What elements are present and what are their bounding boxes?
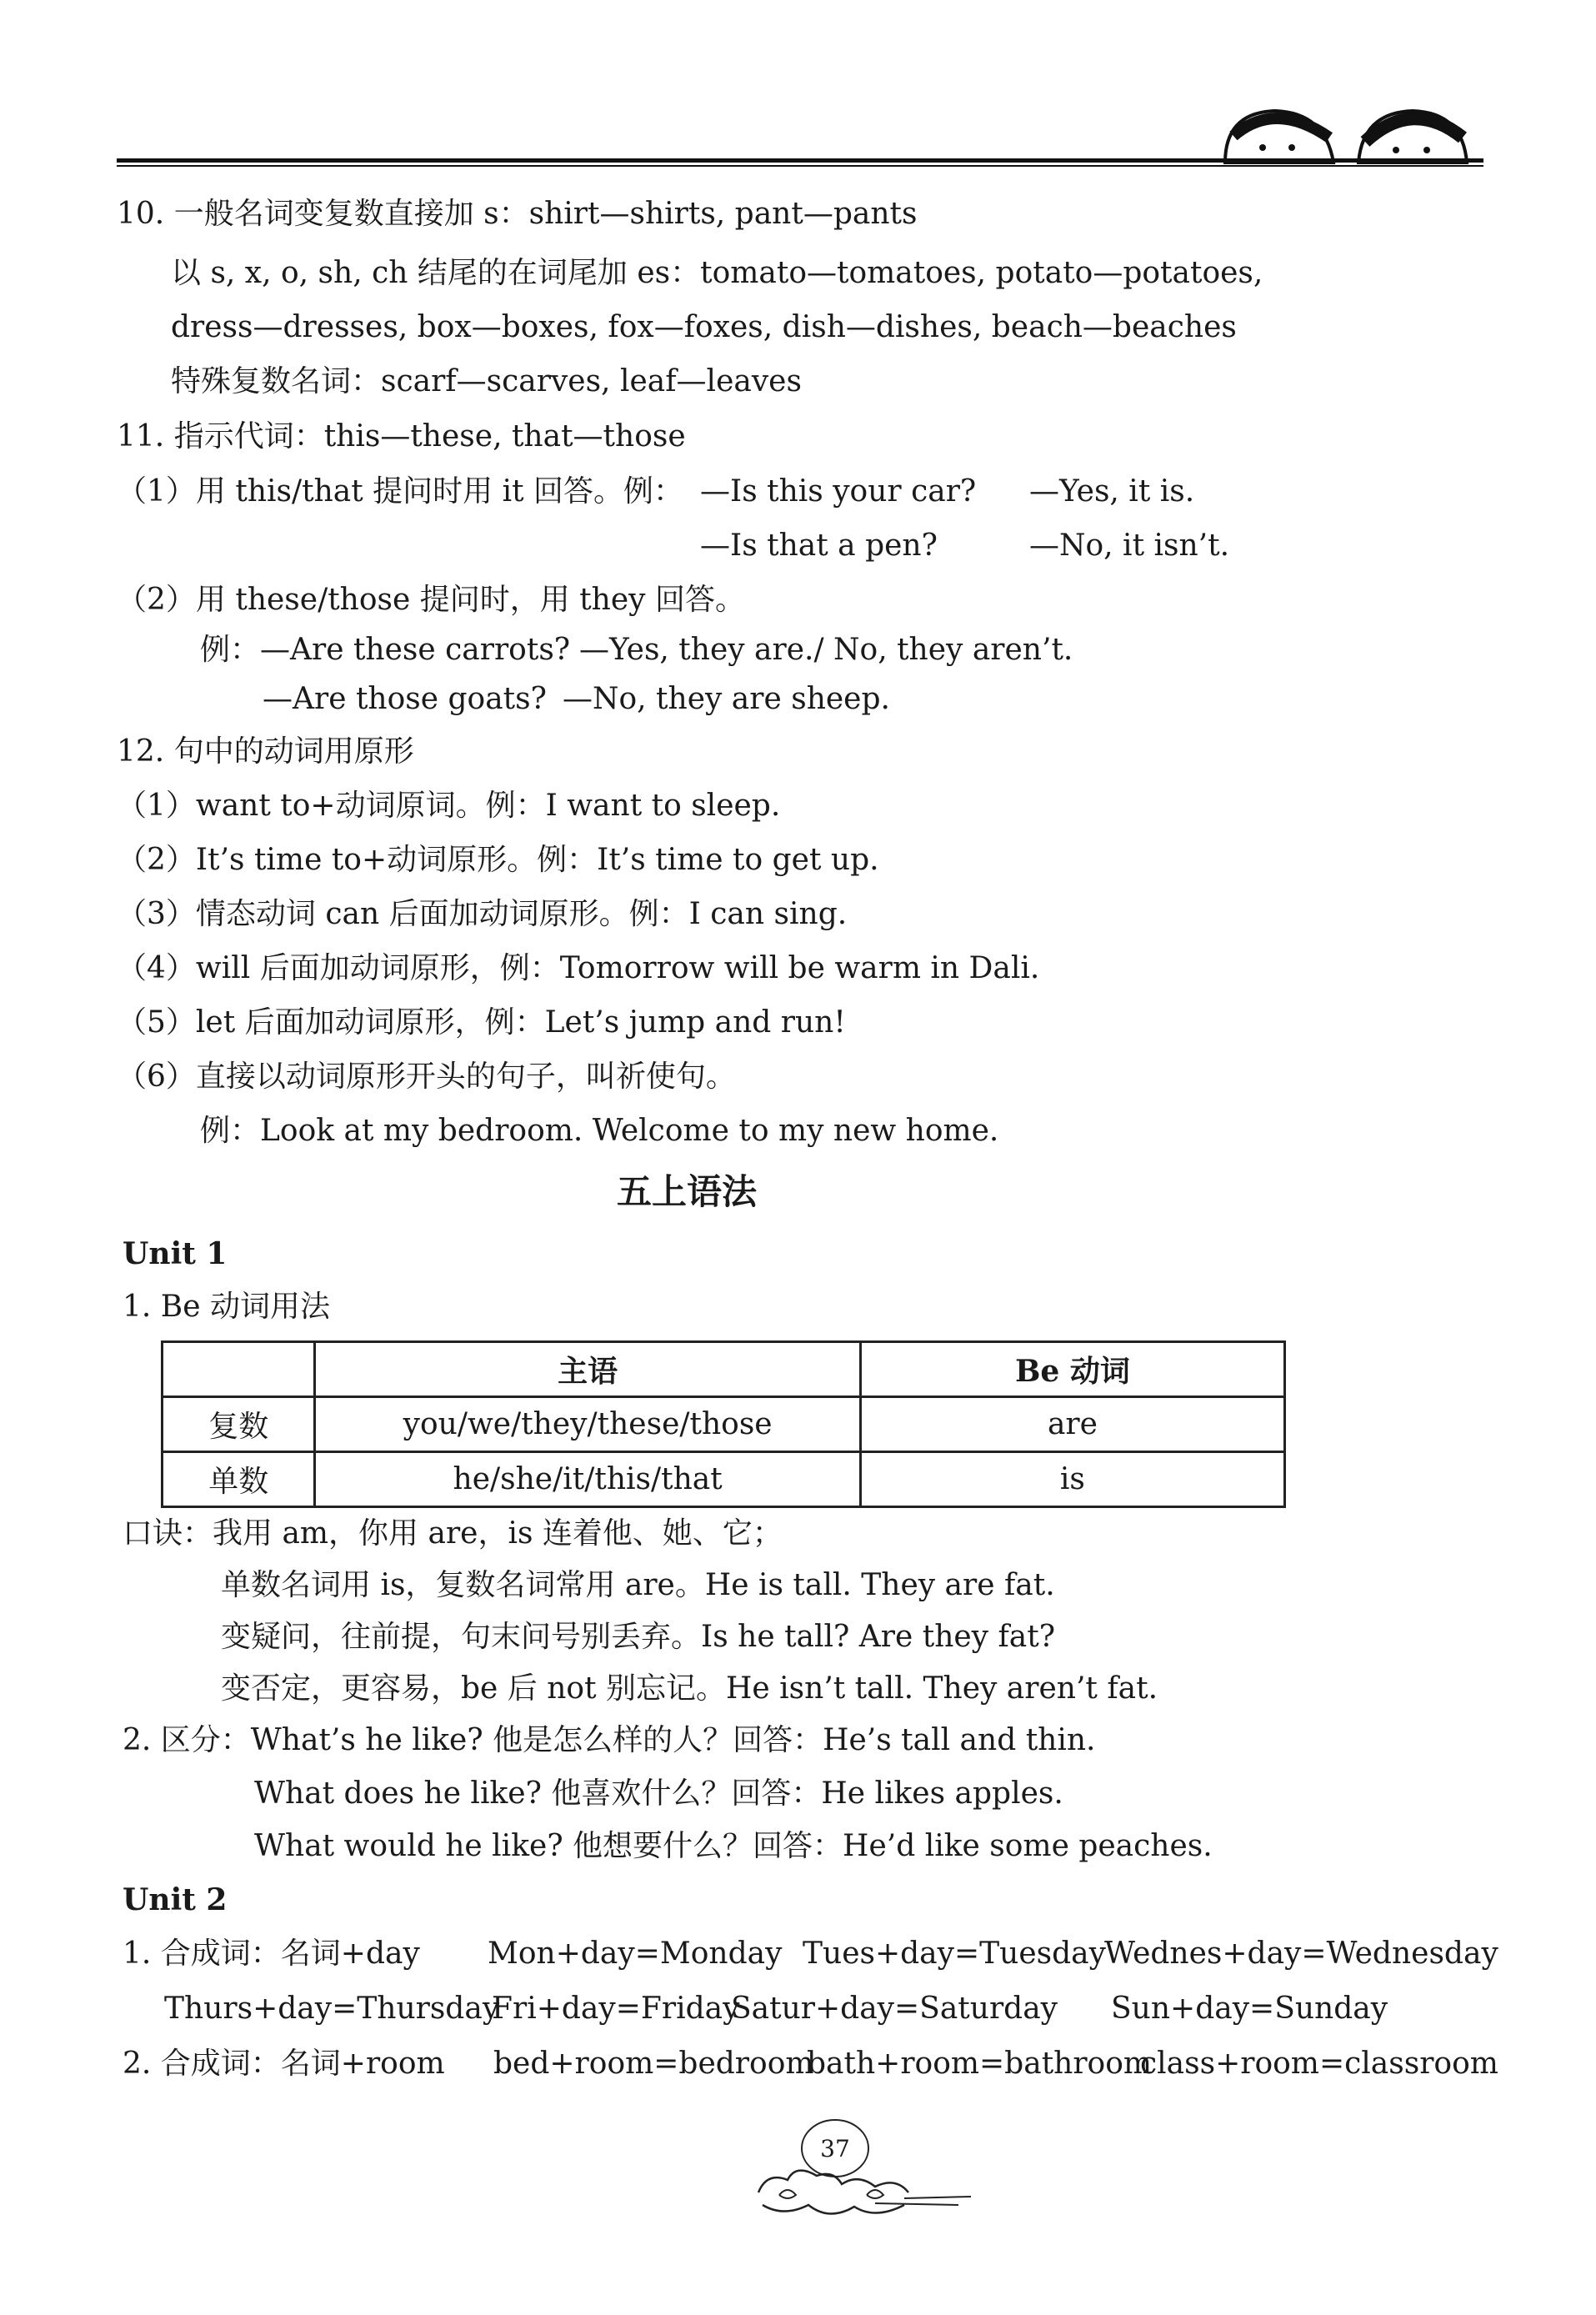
compound-word: Sun+day=Sunday bbox=[1111, 1992, 1388, 2026]
section-title: 五上语法 bbox=[617, 1171, 758, 1212]
item-12-rule-5: （5）let 后面加动词原形，例：Let’s jump and run! bbox=[117, 1005, 846, 1040]
compound-word: class+room=classroom bbox=[1140, 2047, 1498, 2081]
table-header-cell: Be 动词 bbox=[860, 1342, 1284, 1397]
table-row bbox=[163, 1397, 1285, 1452]
item-11-heading: 11. 指示代词：this—these, that—those bbox=[117, 419, 686, 453]
mnemonic-line-4: 变否定，更容易，be 后 not 别忘记。He isn’t tall. They aren’t fat. bbox=[221, 1671, 1158, 1706]
table-cell: he/she/it/this/that bbox=[315, 1452, 860, 1507]
example-answer: —No, they are sheep. bbox=[563, 682, 890, 716]
header-rule bbox=[117, 158, 1483, 163]
compound-word: Wednes+day=Wednesday bbox=[1104, 1937, 1498, 1971]
unit-1-heading: Unit 1 bbox=[123, 1236, 228, 1271]
page-number: 37 bbox=[820, 2135, 850, 2162]
item-10-heading: 10. 一般名词变复数直接加 s：shirt—shirts, pant—pants bbox=[117, 197, 918, 231]
table-cell: are bbox=[860, 1397, 1284, 1452]
compound-word: Satur+day=Saturday bbox=[731, 1992, 1058, 2026]
example-question: —Is that a pen? bbox=[700, 529, 938, 563]
be-verb-table bbox=[161, 1340, 1286, 1508]
table-row bbox=[163, 1452, 1285, 1507]
table-cell: is bbox=[860, 1452, 1284, 1507]
example-question: —Is this your car? bbox=[700, 474, 977, 509]
table-header-row bbox=[163, 1342, 1285, 1397]
item-12-rule-2: （2）It’s time to+动词原形。例：It’s time to get up. bbox=[117, 843, 879, 877]
mnemonic-line-3: 变疑问，往前提，句末问号别丢弃。Is he tall? Are they fat? bbox=[221, 1620, 1056, 1654]
page-number-decoration bbox=[750, 2113, 983, 2238]
item-10-special-plurals: 特殊复数名词：scarf—scarves, leaf—leaves bbox=[171, 364, 802, 398]
item-10-es-examples: dress—dresses, box—boxes, fox—foxes, dish—dishes, beach—beaches bbox=[171, 310, 1237, 344]
compound-word: Mon+day=Monday bbox=[488, 1937, 783, 1971]
unit-2-item-2: 2. 合成词：名词+room bbox=[123, 2047, 445, 2081]
example-question: —Are those goats? bbox=[263, 682, 547, 716]
example-answer: —Yes, they are./ No, they aren’t. bbox=[579, 633, 1073, 667]
unit-1-item-2-line-3: What would he like? 他想要什么？回答：He’d like some peaches. bbox=[254, 1829, 1213, 1863]
item-12-example: 例：Look at my bedroom. Welcome to my new home. bbox=[200, 1114, 999, 1148]
unit-2-heading: Unit 2 bbox=[123, 1882, 228, 1917]
example-answer: —No, it isn’t. bbox=[1029, 529, 1230, 563]
example-question: 例：—Are these carrots? bbox=[200, 633, 571, 667]
table-cell: 复数 bbox=[163, 1397, 315, 1452]
header-rule-thin bbox=[117, 165, 1483, 167]
item-11-2-rule: （2）用 these/those 提问时，用 they 回答。 bbox=[117, 583, 745, 617]
table-cell: 单数 bbox=[163, 1452, 315, 1507]
compound-word: bed+room=bedroom bbox=[493, 2047, 814, 2081]
unit-2-item-1: 1. 合成词：名词+day bbox=[123, 1937, 420, 1971]
item-12-rule-4: （4）will 后面加动词原形，例：Tomorrow will be warm in Dali. bbox=[117, 951, 1040, 985]
item-12-rule-3: （3）情态动词 can 后面加动词原形。例：I can sing. bbox=[117, 897, 848, 931]
mnemonic-line-1: 口诀：我用 am，你用 are，is 连着他、她、它； bbox=[123, 1516, 783, 1551]
unit-1-item-2-line-2: What does he like? 他喜欢什么？回答：He likes apples. bbox=[254, 1776, 1063, 1811]
compound-word: Fri+day=Friday bbox=[492, 1992, 740, 2026]
table-cell: you/we/they/these/those bbox=[315, 1397, 860, 1452]
compound-word: Tues+day=Tuesday bbox=[803, 1937, 1106, 1971]
item-10-es-rule: 以 s, x, o, sh, ch 结尾的在词尾加 es：tomato—tomatoes, potato—potatoes, bbox=[171, 256, 1263, 290]
item-12-rule-1: （1）want to+动词原词。例：I want to sleep. bbox=[117, 789, 781, 823]
example-answer: —Yes, it is. bbox=[1029, 474, 1195, 509]
table-header-cell bbox=[163, 1342, 315, 1397]
compound-word: bath+room=bathroom bbox=[807, 2047, 1153, 2081]
unit-1-item-2: 2. 区分：What’s he like? 他是怎么样的人？回答：He’s tall and thin. bbox=[123, 1723, 1096, 1757]
table-header-cell: 主语 bbox=[315, 1342, 860, 1397]
item-12-heading: 12. 句中的动词用原形 bbox=[117, 734, 414, 769]
item-11-1-rule: （1）用 this/that 提问时用 it 回答。例： bbox=[117, 474, 684, 509]
cartoon-faces-icon bbox=[1208, 104, 1483, 164]
item-12-rule-6: （6）直接以动词原形开头的句子，叫祈使句。 bbox=[117, 1060, 736, 1094]
compound-word: Thurs+day=Thursday bbox=[164, 1992, 500, 2026]
unit-1-item-1: 1. Be 动词用法 bbox=[123, 1290, 330, 1324]
mnemonic-line-2: 单数名词用 is，复数名词常用 are。He is tall. They are fat. bbox=[221, 1568, 1055, 1602]
